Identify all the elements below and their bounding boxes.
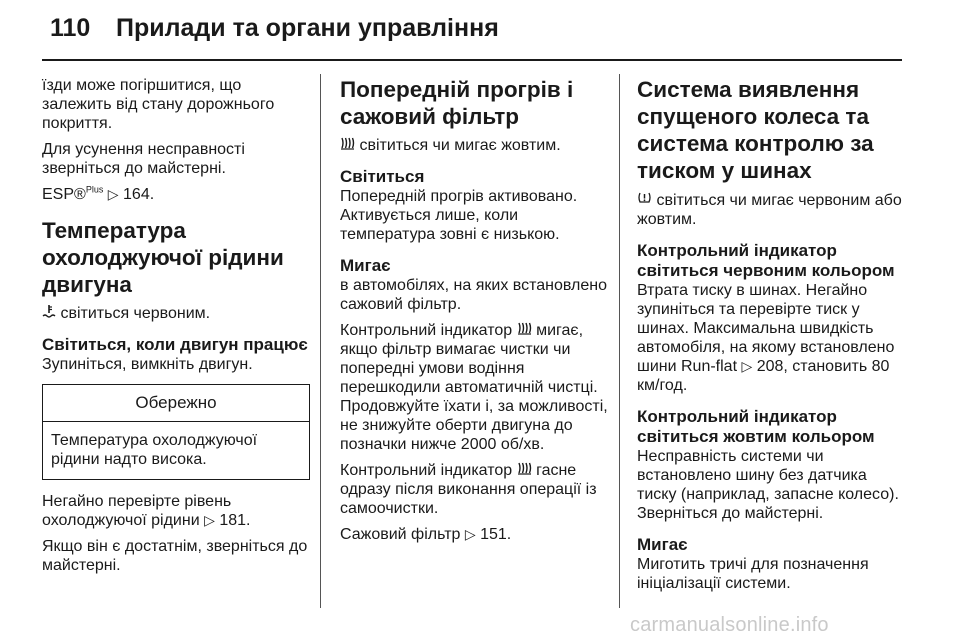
glow-plug-icon xyxy=(340,136,355,155)
page-reference: 164. xyxy=(123,186,155,203)
subheading-lit-running: Світиться, коли двигун працює xyxy=(42,335,308,354)
page-header xyxy=(0,0,960,60)
red-indicator-paragraph xyxy=(637,281,909,395)
warning-text: Температура охолоджуючої рідини надто висока. xyxy=(51,432,258,468)
coolant-indicator-line xyxy=(42,304,310,323)
section-heading-coolant: Температура охолоджуючої рідини двигуна xyxy=(42,218,284,297)
preheat-indicator-line xyxy=(340,136,608,155)
paragraph-text: Негайно перевірте рівень охолоджуючої рідини xyxy=(42,493,232,529)
watermark: carmanualsonline.info xyxy=(630,614,829,636)
page-title: Прилади та органи управління xyxy=(116,14,499,42)
paragraph-text: Контрольний індикатор xyxy=(340,462,513,479)
paragraph-text: Контрольний індикатор xyxy=(340,322,513,339)
section-heading-preheat: Попередній прогрів і сажовий фільтр xyxy=(340,77,574,129)
paragraph-text: Втрата тиску в шинах. Негайно зупиніться та перевірте тиск у шинах. Максимальна швидкість автомобіля, на якому встановлено шини Run-flat xyxy=(637,282,895,375)
section-heading-tyre: Система виявлення спущеного колеса та система контролю за тиском у шинах xyxy=(637,77,874,183)
tyre-indicator-line xyxy=(637,190,909,229)
paragraph: Миготить тричі для позначення ініціалізації системи. xyxy=(637,556,869,592)
column-divider xyxy=(320,74,321,608)
paragraph: Для усунення несправності зверніться до майстерні. xyxy=(42,141,245,177)
glow-plug-icon xyxy=(517,461,532,480)
ref-arrow-icon: ▷ xyxy=(107,186,119,202)
paragraph: Попередній прогрів активовано. Активується лише, коли температура зовні є низькою. xyxy=(340,188,578,243)
preheat-indicator-text: світиться чи мигає жовтим. xyxy=(359,137,561,154)
page-reference: 208, становить 80 км/год. xyxy=(637,358,890,394)
ref-arrow-icon: ▷ xyxy=(741,358,753,374)
subheading-red: Контрольний індикатор світиться червоним кольором xyxy=(637,241,895,280)
column-2 xyxy=(340,76,608,551)
column-1 xyxy=(42,76,310,582)
paragraph-text: гасне одразу після виконання операції із самоочистки. xyxy=(340,462,597,517)
paragraph: в автомобілях, на яких встановлено сажовий фільтр. xyxy=(340,277,607,313)
page-number: 110 xyxy=(50,14,91,42)
paragraph: Якщо він є достатнім, зверніться до майстерні. xyxy=(42,538,308,574)
subheading-blink: Мигає xyxy=(340,256,391,275)
coolant-temperature-icon xyxy=(42,304,56,323)
ref-arrow-icon: ▷ xyxy=(464,526,476,542)
tyre-pressure-icon xyxy=(637,190,652,210)
warning-title: Обережно xyxy=(43,385,309,422)
subheading-blink: Мигає xyxy=(637,535,688,554)
paragraph: Несправність системи чи встановлено шину без датчика тиску (наприклад, запасне колесо). Зверніться до майстерні. xyxy=(637,448,899,522)
paragraph-text: Сажовий фільтр xyxy=(340,526,461,543)
esp-label: ESP® xyxy=(42,186,86,203)
page-reference: 181. xyxy=(219,512,251,529)
subheading-lit: Світиться xyxy=(340,167,425,186)
paragraph: їзди може погіршитися, що залежить від стану дорожнього покриття. xyxy=(42,77,275,132)
paragraph-text: мигає, якщо фільтр вимагає чистки чи попередні умови водіння перешкодили автоматичній чистці. Продовжуйте їхати і, за можливості, не знижуйте оберти двигуна до позначки нижче 2000 об/хв. xyxy=(340,322,608,453)
page-reference: 151. xyxy=(480,526,512,543)
esp-superscript: Plus xyxy=(85,184,104,195)
check-level-paragraph xyxy=(42,492,310,530)
coolant-indicator-text: світиться червоним. xyxy=(60,305,211,322)
paragraph: Зупиніться, вимкніть двигун. xyxy=(42,356,253,373)
glow-plug-icon xyxy=(517,321,532,340)
column-3 xyxy=(637,76,909,600)
indicator-blink-paragraph xyxy=(340,321,608,454)
column-divider xyxy=(619,74,620,608)
filter-reference xyxy=(340,525,608,544)
indicator-off-paragraph xyxy=(340,461,608,518)
esp-reference xyxy=(42,185,310,204)
tyre-indicator-text: світиться чи мигає червоним або жовтим. xyxy=(637,192,902,228)
ref-arrow-icon: ▷ xyxy=(204,512,215,528)
subheading-yellow: Контрольний індикатор світиться жовтим кольором xyxy=(637,407,875,446)
warning-box xyxy=(42,384,310,480)
header-divider xyxy=(42,59,902,61)
